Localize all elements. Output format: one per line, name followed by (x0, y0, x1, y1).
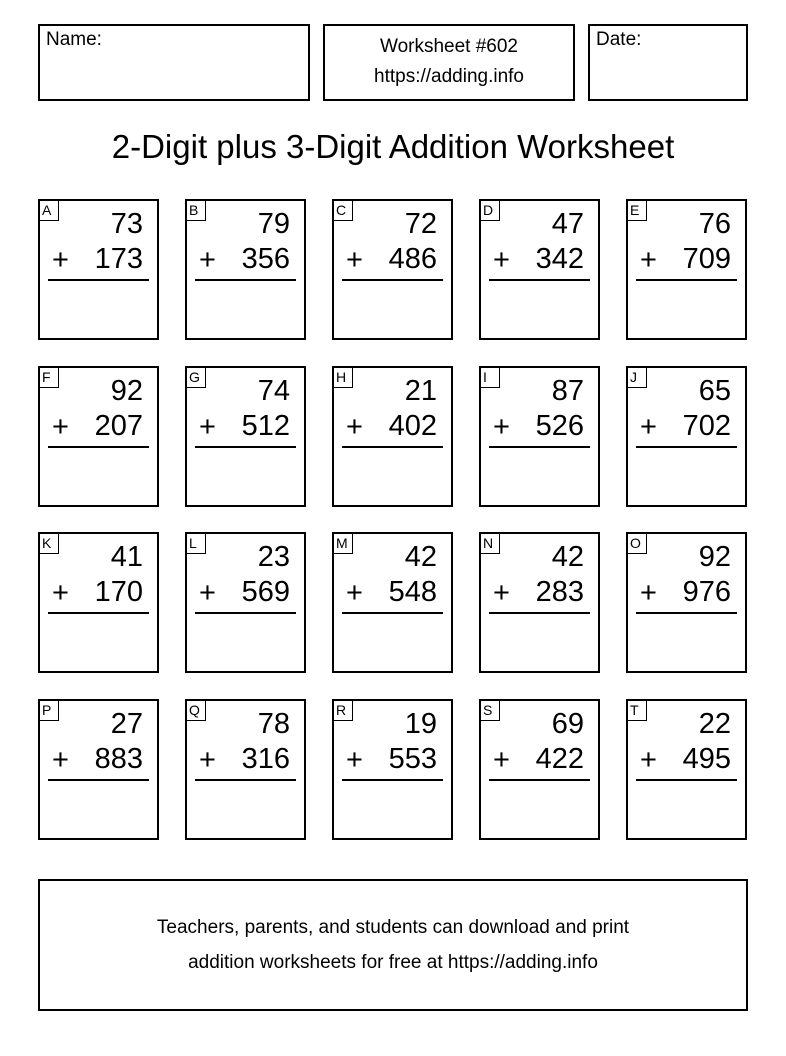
plus-sign: + (346, 744, 363, 776)
name-label: Name: (46, 29, 102, 50)
problem-top-addend: 65 (698, 375, 731, 407)
problem-bottom-addend: 495 (682, 743, 731, 775)
plus-sign: + (199, 744, 216, 776)
problem-top-addend: 87 (551, 375, 584, 407)
problem-label: T (626, 699, 647, 721)
answer-line (342, 446, 443, 448)
plus-sign: + (199, 244, 216, 276)
problem-bottom-addend: 342 (535, 243, 584, 275)
problem-top-addend: 76 (698, 208, 731, 240)
problem-box[interactable] (479, 532, 600, 673)
footer-text-line-2: addition worksheets for free at https://adding.info (188, 952, 598, 973)
problem-box[interactable] (626, 532, 747, 673)
problem-label: P (38, 699, 59, 721)
plus-sign: + (199, 577, 216, 609)
problem-box[interactable] (332, 199, 453, 340)
problem-bottom-addend: 883 (94, 743, 143, 775)
problem-top-addend: 92 (110, 375, 143, 407)
problem-bottom-addend: 170 (94, 576, 143, 608)
problem-bottom-addend: 173 (94, 243, 143, 275)
plus-sign: + (346, 244, 363, 276)
plus-sign: + (493, 744, 510, 776)
answer-line (489, 446, 590, 448)
worksheet-url: https://adding.info (374, 66, 524, 87)
problem-label: S (479, 699, 500, 721)
problem-label: K (38, 532, 59, 554)
plus-sign: + (493, 411, 510, 443)
problem-top-addend: 73 (110, 208, 143, 240)
problem-box[interactable] (185, 699, 306, 840)
problem-box[interactable] (38, 699, 159, 840)
problem-box[interactable] (332, 366, 453, 507)
plus-sign: + (640, 244, 657, 276)
answer-line (342, 279, 443, 281)
problem-top-addend: 19 (404, 708, 437, 740)
answer-line (48, 779, 149, 781)
problem-bottom-addend: 356 (241, 243, 290, 275)
problem-label: F (38, 366, 59, 388)
problem-label: H (332, 366, 353, 388)
problem-bottom-addend: 526 (535, 410, 584, 442)
answer-line (48, 446, 149, 448)
problem-bottom-addend: 283 (535, 576, 584, 608)
problem-box[interactable] (185, 532, 306, 673)
problem-box[interactable] (38, 532, 159, 673)
problem-bottom-addend: 709 (682, 243, 731, 275)
problem-box[interactable] (626, 366, 747, 507)
problem-label: D (479, 199, 500, 221)
problem-label: J (626, 366, 647, 388)
problem-label: O (626, 532, 647, 554)
answer-line (489, 612, 590, 614)
answer-line (636, 279, 737, 281)
plus-sign: + (199, 411, 216, 443)
page-title: 2-Digit plus 3-Digit Addition Worksheet (111, 128, 675, 165)
problem-box[interactable] (332, 699, 453, 840)
plus-sign: + (52, 744, 69, 776)
plus-sign: + (493, 577, 510, 609)
problem-label: L (185, 532, 206, 554)
plus-sign: + (52, 577, 69, 609)
answer-line (342, 779, 443, 781)
problem-top-addend: 42 (404, 541, 437, 573)
problem-top-addend: 47 (551, 208, 584, 240)
plus-sign: + (346, 411, 363, 443)
problem-label: Q (185, 699, 206, 721)
problem-box[interactable] (185, 199, 306, 340)
answer-line (636, 612, 737, 614)
problem-top-addend: 21 (404, 375, 437, 407)
worksheet-number: Worksheet #602 (379, 36, 518, 57)
problem-top-addend: 92 (698, 541, 731, 573)
plus-sign: + (640, 577, 657, 609)
plus-sign: + (52, 411, 69, 443)
footer-box (38, 879, 748, 1011)
problem-label: B (185, 199, 206, 221)
problem-top-addend: 42 (551, 541, 584, 573)
problem-box[interactable] (38, 366, 159, 507)
problem-label: R (332, 699, 353, 721)
problem-bottom-addend: 548 (388, 576, 437, 608)
problem-top-addend: 78 (257, 708, 290, 740)
problem-top-addend: 69 (551, 708, 584, 740)
problem-top-addend: 27 (110, 708, 143, 740)
problem-top-addend: 22 (698, 708, 731, 740)
answer-line (342, 612, 443, 614)
problem-label: C (332, 199, 353, 221)
footer-text-line-1: Teachers, parents, and students can download and print (156, 917, 630, 938)
problem-bottom-addend: 569 (241, 576, 290, 608)
date-label: Date: (596, 29, 642, 50)
answer-line (636, 779, 737, 781)
answer-line (489, 279, 590, 281)
problem-top-addend: 23 (257, 541, 290, 573)
plus-sign: + (52, 244, 69, 276)
answer-line (195, 612, 296, 614)
problem-label: N (479, 532, 500, 554)
answer-line (48, 279, 149, 281)
problem-top-addend: 74 (257, 375, 290, 407)
problem-box[interactable] (185, 366, 306, 507)
problem-bottom-addend: 207 (94, 410, 143, 442)
problem-bottom-addend: 976 (682, 576, 731, 608)
problem-box[interactable] (626, 699, 747, 840)
problem-label: M (332, 532, 353, 554)
problem-bottom-addend: 702 (682, 410, 731, 442)
problem-label: I (479, 366, 500, 388)
plus-sign: + (640, 744, 657, 776)
answer-line (636, 446, 737, 448)
problem-box[interactable] (626, 199, 747, 340)
problem-bottom-addend: 316 (241, 743, 290, 775)
answer-line (48, 612, 149, 614)
problem-bottom-addend: 402 (388, 410, 437, 442)
answer-line (195, 779, 296, 781)
answer-line (195, 279, 296, 281)
problem-box[interactable] (479, 199, 600, 340)
problem-box[interactable] (38, 199, 159, 340)
problem-bottom-addend: 512 (241, 410, 290, 442)
problem-bottom-addend: 553 (388, 743, 437, 775)
problem-bottom-addend: 486 (388, 243, 437, 275)
problem-box[interactable] (479, 699, 600, 840)
problem-label: A (38, 199, 59, 221)
problem-top-addend: 79 (257, 208, 290, 240)
problem-label: G (185, 366, 206, 388)
problem-box[interactable] (332, 532, 453, 673)
problem-box[interactable] (479, 366, 600, 507)
answer-line (489, 779, 590, 781)
plus-sign: + (640, 411, 657, 443)
problem-label: E (626, 199, 647, 221)
problem-top-addend: 72 (404, 208, 437, 240)
plus-sign: + (346, 577, 363, 609)
problem-bottom-addend: 422 (535, 743, 584, 775)
plus-sign: + (493, 244, 510, 276)
problem-top-addend: 41 (110, 541, 143, 573)
answer-line (195, 446, 296, 448)
